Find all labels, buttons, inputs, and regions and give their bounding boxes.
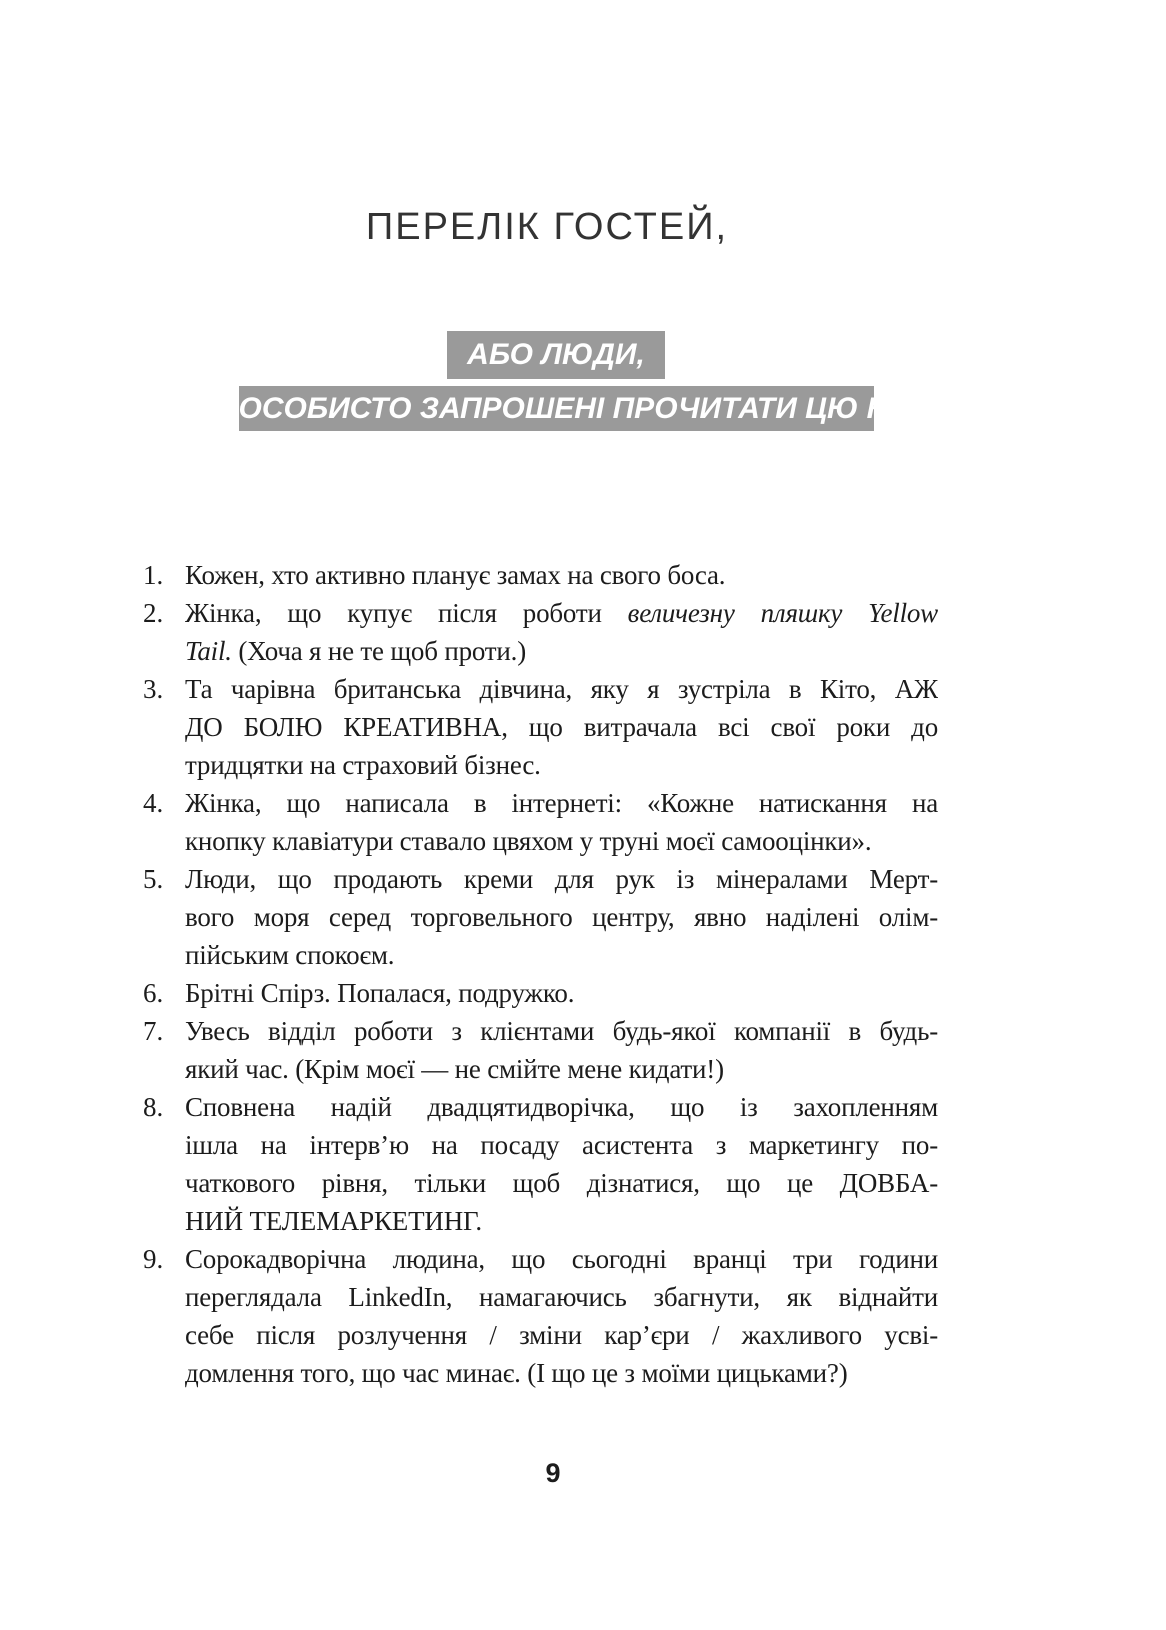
text-line: Люди, що продають креми для рук із мінералами Мерт-: [185, 864, 938, 894]
list-item-text: [185, 974, 938, 1012]
text-line: тридцятки на страховий бізнес.: [185, 750, 541, 780]
chapter-title: ПЕРЕЛІК ГОСТЕЙ,: [365, 206, 729, 248]
list-item-number: 8.: [143, 1092, 164, 1122]
text-line: який час. (Крім моєї — не смійте мене кидати!): [185, 1054, 724, 1084]
list-item: [143, 1012, 938, 1088]
subtitle-badges: [0, 331, 1112, 431]
text-line: Сорокадворічна людина, що сьогодні вранці три години: [185, 1244, 938, 1274]
list-item-number: 4.: [143, 788, 164, 818]
list-item: [143, 784, 938, 860]
text-line: домлення того, що час минає. (І що це з моїми цицьками?): [185, 1358, 848, 1388]
text-line: Брітні Спірз. Попалася, подружко.: [185, 978, 575, 1008]
list-item-text: [185, 670, 938, 784]
text-line: кнопку клавіатури ставало цвяхом у труні моєї самооцінки».: [185, 826, 872, 856]
list-item-text: [185, 594, 938, 670]
list-item: [143, 594, 938, 670]
text-line: НИЙ ТЕЛЕМАРКЕТИНГ.: [185, 1206, 482, 1236]
list-item: [143, 860, 938, 974]
list-item: [143, 1240, 938, 1392]
list-item-text: [185, 556, 938, 594]
page-number: 9: [545, 1458, 561, 1488]
text-line: Сповнена надій двадцятидворічка, що із захопленням: [185, 1092, 938, 1122]
subtitle-badge-primary: АБО ЛЮДИ,: [447, 331, 665, 379]
text-line: Та чарівна британська дівчина, яку я зустріла в Кіто, АЖ: [185, 674, 938, 704]
list-item-number: 9.: [143, 1244, 164, 1274]
subtitle-badge-secondary: ОСОБИСТО ЗАПРОШЕНІ ПРОЧИТАТИ ЦЮ КНИЖКУ: [239, 386, 874, 431]
list-item-number: 5.: [143, 864, 164, 894]
list-item-text: [185, 1088, 938, 1240]
list-item-number: 2.: [143, 598, 164, 628]
list-item: [143, 1088, 938, 1240]
text-line: Кожен, хто активно планує замах на свого боса.: [185, 560, 726, 590]
list-item-number: 6.: [143, 978, 164, 1008]
list-item-number: 7.: [143, 1016, 164, 1046]
text-line: ДО БОЛЮ КРЕАТИВНА, що витрачала всі свої роки до: [185, 712, 938, 742]
list-item-number: 3.: [143, 674, 164, 704]
text-line: Жінка, що написала в інтернеті: «Кожне натискання на: [185, 788, 938, 818]
list-item: [143, 670, 938, 784]
list-item-number: 1.: [143, 560, 164, 590]
list-item-text: [185, 860, 938, 974]
guest-list: [143, 556, 938, 1392]
text-line: Жінка, що купує після роботи величезну пляшку Yellow: [185, 598, 938, 628]
list-item-text: [185, 1012, 938, 1088]
text-line: пійським спокоєм.: [185, 940, 395, 970]
list-item-text: [185, 1240, 938, 1392]
list-item: [143, 556, 938, 594]
list-item-text: [185, 784, 938, 860]
text-line: ішла на інтерв’ю на посаду асистента з маркетингу по-: [185, 1130, 938, 1160]
text-line: вого моря серед торговельного центру, явно наділені олім-: [185, 902, 938, 932]
text-line: переглядала LinkedIn, намагаючись збагнути, як віднайти: [185, 1282, 938, 1312]
list-item: [143, 974, 938, 1012]
text-line: Tail. (Хоча я не те щоб проти.): [185, 636, 526, 666]
text-line: чаткового рівня, тільки щоб дізнатися, що це ДОВБА-: [185, 1168, 938, 1198]
text-line: Увесь відділ роботи з клієнтами будь-якої компанії в будь-: [185, 1016, 938, 1046]
text-line: себе після розлучення / зміни кар’єри / жахливого усві-: [185, 1320, 938, 1350]
